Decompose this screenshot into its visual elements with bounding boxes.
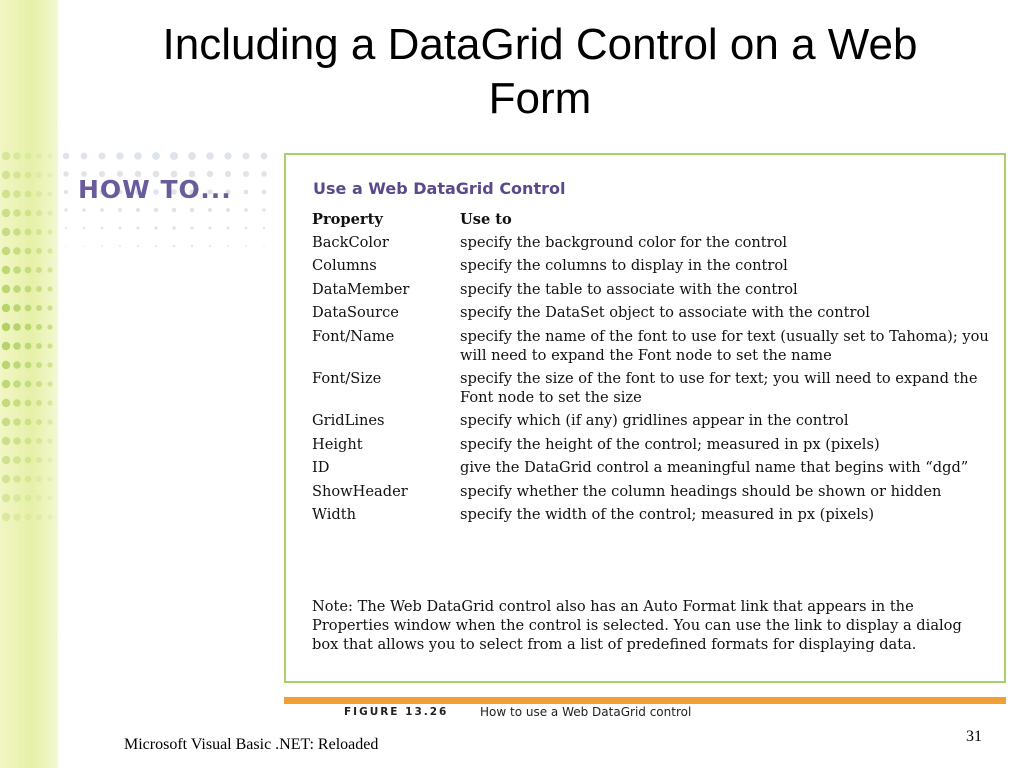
- table-row: [312, 505, 992, 528]
- table-header-row: [312, 210, 992, 233]
- decorative-dots-left: [0, 150, 58, 550]
- description-cell: specify the size of the font to use for text; you will need to expand the Font node to set the size: [460, 369, 978, 406]
- slide-title-line-1: Including a DataGrid Control on a Web: [162, 20, 918, 69]
- description-cell: give the DataGrid control a meaningful name that begins with “dgd”: [460, 459, 969, 477]
- table-row: [312, 233, 992, 256]
- description-cell: specify the background color for the control: [460, 234, 788, 251]
- howto-note: Note: The Web DataGrid control also has an Auto Format link that appears in the Properties window when the control is selected. You can use the link to display a dialog box that allows you to select from a list of predefined formats for displaying data.: [312, 598, 962, 653]
- column-header-use-to: Use to: [460, 211, 512, 228]
- description-cell: specify the DataSet object to associate with the control: [460, 304, 870, 322]
- decorative-dots-top: [58, 150, 284, 265]
- property-cell: ShowHeader: [312, 482, 408, 500]
- figure-label: FIGURE 13.26: [344, 706, 449, 718]
- property-cell: ID: [312, 459, 330, 477]
- footer-text: Microsoft Visual Basic .NET: Reloaded: [124, 736, 379, 753]
- table-row: [312, 411, 992, 434]
- table-row: [312, 280, 992, 303]
- howto-box-title: Use a Web DataGrid Control: [313, 179, 566, 198]
- howto-heading: HOW TO...: [78, 175, 232, 204]
- property-cell: Height: [312, 435, 363, 453]
- property-table: [312, 210, 992, 528]
- property-cell: GridLines: [312, 412, 385, 430]
- description-cell: specify the table to associate with the control: [460, 280, 798, 298]
- table-row: [312, 482, 992, 505]
- description-cell: specify whether the column headings should be shown or hidden: [460, 482, 942, 500]
- figure-caption: How to use a Web DataGrid control: [480, 705, 692, 719]
- property-cell: BackColor: [312, 234, 389, 251]
- property-cell: Font/Name: [312, 327, 395, 345]
- table-row: [312, 303, 992, 326]
- howto-box: [284, 153, 1006, 683]
- property-cell: DataMember: [312, 280, 410, 298]
- table-row: [312, 458, 992, 481]
- description-cell: specify the columns to display in the control: [460, 257, 788, 275]
- slide-title-line-2: Form: [488, 74, 592, 123]
- property-cell: DataSource: [312, 304, 399, 322]
- figure-divider: [284, 697, 1006, 704]
- slide-title: [70, 18, 1010, 126]
- table-row: [312, 435, 992, 458]
- property-cell: Columns: [312, 257, 377, 275]
- description-cell: specify which (if any) gridlines appear in the control: [460, 412, 849, 430]
- table-row: [312, 369, 992, 411]
- description-cell: specify the width of the control; measured in px (pixels): [460, 505, 875, 523]
- description-cell: specify the height of the control; measured in px (pixels): [460, 435, 880, 453]
- table-row: [312, 327, 992, 369]
- table-row: [312, 256, 992, 279]
- property-cell: Font/Size: [312, 369, 382, 387]
- page-number: 31: [966, 728, 982, 745]
- description-cell: specify the name of the font to use for text (usually set to Tahoma); you will need to expand the Font node to set the name: [460, 327, 989, 364]
- property-cell: Width: [312, 505, 357, 523]
- column-header-property: Property: [312, 211, 383, 228]
- figure-caption-bar: [284, 705, 1006, 719]
